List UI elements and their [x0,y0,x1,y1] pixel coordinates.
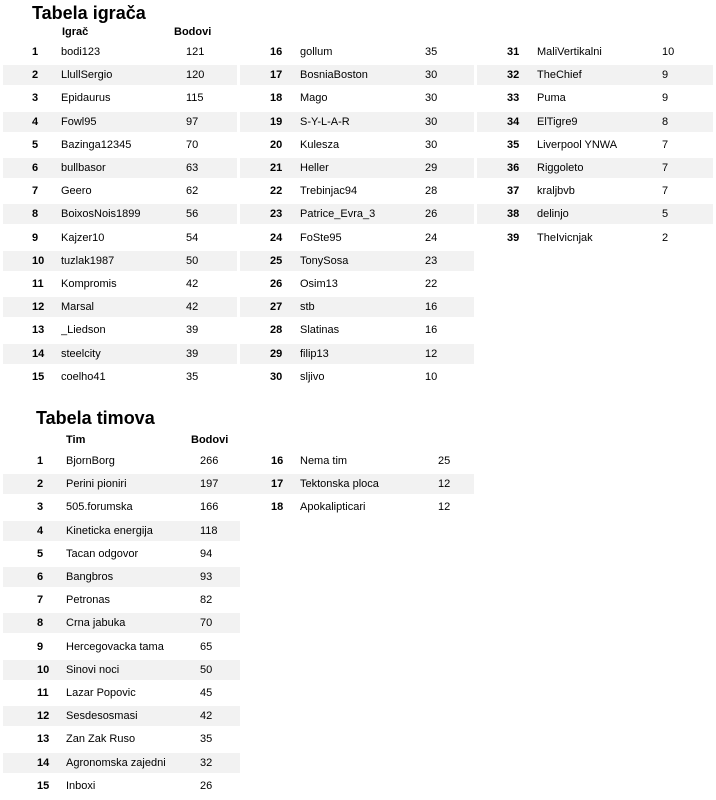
points-cell: 56 [186,208,199,221]
name-cell: Tacan odgovor [66,547,139,560]
name-cell: Hercegovacka tama [66,640,164,653]
name-cell: Lazar Popovic [66,687,136,699]
points-cell: 118 [200,524,218,537]
rank-cell: 11 [37,687,49,699]
points-cell: 45 [200,687,213,699]
name-cell: BosniaBoston [300,69,368,82]
name-cell: Nema tim [300,455,348,467]
rank-cell: 2 [32,69,39,82]
points-cell: 54 [186,231,199,244]
name-cell: LlullSergio [61,69,113,82]
points-cell: 10 [662,46,675,58]
name-cell: TheIvicnjak [537,231,593,244]
name-cell: S-Y-L-A-R [300,115,350,128]
team-row [3,706,240,726]
name-cell: Marsal [61,301,95,314]
points-cell: 97 [186,115,199,128]
points-cell: 121 [186,46,205,58]
rank-cell: 10 [37,663,50,676]
points-cell: 8 [662,115,669,128]
points-cell: 120 [186,69,205,82]
rank-cell: 10 [32,254,45,267]
player-row [240,297,474,317]
rank-cell: 8 [32,208,39,221]
name-cell: Liverpool YNWA [537,138,618,151]
rank-cell: 17 [270,69,283,82]
player-row [3,135,237,155]
team-row [3,451,240,471]
team-row [3,683,240,703]
rank-cell: 18 [271,501,284,514]
player-row [240,228,474,248]
name-cell: steelcity [61,347,101,360]
player-row [3,42,237,62]
rank-cell: 7 [37,594,44,607]
points-cell: 50 [186,254,199,267]
name-cell: Kajzer10 [61,231,105,244]
name-cell: Inboxi [66,779,96,792]
name-cell: Tektonska ploca [300,478,379,491]
rank-cell: 12 [32,301,45,314]
rank-cell: 19 [270,115,283,128]
player-row [3,204,237,224]
name-cell: sljivo [300,370,325,383]
points-cell: 9 [662,69,669,82]
player-row [3,344,237,364]
rank-cell: 25 [270,254,283,267]
points-cell: 12 [438,478,451,491]
rank-cell: 6 [37,571,44,583]
player-row [477,112,713,132]
player-row [477,42,713,62]
player-row [3,181,237,201]
name-cell: Trebinjac94 [300,185,358,198]
rank-cell: 4 [32,115,39,128]
players-header-points: Bodovi [174,26,212,38]
rank-cell: 34 [507,115,520,128]
team-row [3,521,240,541]
rank-cell: 1 [37,455,44,467]
name-cell: Heller [300,162,329,174]
players-header-player: Igrač [62,26,89,38]
teams-header-team: Tim [66,434,86,446]
player-row [3,112,237,132]
name-cell: delinjo [537,208,569,221]
player-row [477,181,713,201]
name-cell: Kulesza [300,138,340,151]
points-cell: 30 [425,92,438,105]
name-cell: coelho41 [61,370,106,383]
points-cell: 35 [200,733,213,746]
player-row [477,204,713,224]
name-cell: filip13 [300,347,329,360]
name-cell: bodi123 [61,46,101,58]
rank-cell: 39 [507,231,520,244]
name-cell: Sesdesosmasi [66,710,138,723]
points-cell: 39 [186,324,199,337]
rank-cell: 1 [32,46,39,58]
points-cell: 82 [200,594,213,607]
points-cell: 23 [425,254,438,267]
team-row [240,497,474,517]
player-row [240,135,474,155]
points-cell: 70 [200,617,213,630]
points-cell: 93 [200,571,213,583]
player-row [477,65,713,85]
name-cell: Osim13 [300,278,338,290]
points-cell: 26 [425,208,438,221]
name-cell: _Liedson [61,324,106,337]
points-cell: 16 [425,301,438,314]
points-cell: 50 [200,663,213,676]
points-cell: 32 [200,756,213,769]
name-cell: FoSte95 [300,231,342,244]
name-cell: Zan Zak Ruso [66,733,136,746]
rank-cell: 18 [270,92,283,105]
team-row [3,660,240,680]
name-cell: BjornBorg [66,455,115,467]
name-cell: Petronas [66,594,111,607]
name-cell: Bangbros [66,571,114,583]
name-cell: 505.forumska [66,501,133,514]
name-cell: stb [300,301,315,314]
points-cell: 166 [200,501,219,514]
team-row [3,776,240,796]
player-row [240,204,474,224]
points-cell: 70 [186,138,199,151]
team-row [3,497,240,517]
points-cell: 7 [662,162,669,174]
player-row [477,228,713,248]
player-row [240,181,474,201]
rank-cell: 8 [37,617,44,630]
team-row [3,753,240,773]
rank-cell: 27 [270,301,283,314]
rank-cell: 32 [507,69,520,82]
player-row [3,158,237,178]
player-row [3,228,237,248]
points-cell: 30 [425,69,438,82]
points-cell: 35 [425,46,438,58]
rank-cell: 38 [507,208,520,221]
name-cell: MaliVertikalni [537,46,602,58]
name-cell: Apokalipticari [300,501,366,514]
rank-cell: 9 [37,640,44,653]
name-cell: Riggoleto [537,162,584,174]
points-cell: 39 [186,347,199,360]
name-cell: gollum [300,46,333,58]
player-row [3,367,237,387]
name-cell: ElTigre9 [537,115,578,128]
points-cell: 115 [186,92,204,105]
player-row [240,274,474,294]
player-row [240,251,474,271]
rank-cell: 2 [37,478,44,491]
points-cell: 16 [425,324,438,337]
name-cell: Epidaurus [61,92,111,105]
rank-cell: 31 [507,46,520,58]
player-row [3,320,237,340]
name-cell: kraljbvb [537,185,575,198]
name-cell: Kompromis [61,278,117,290]
player-row [240,367,474,387]
rank-cell: 12 [37,710,50,723]
rank-cell: 5 [32,138,39,151]
points-cell: 5 [662,208,669,221]
name-cell: Geero [61,185,92,198]
points-cell: 12 [438,501,451,514]
points-cell: 30 [425,115,438,128]
name-cell: Perini pioniri [66,478,127,491]
team-row [3,544,240,564]
name-cell: Slatinas [300,324,340,337]
points-cell: 42 [186,301,199,314]
name-cell: Fowl95 [61,115,97,128]
points-cell: 266 [200,455,219,467]
points-cell: 65 [200,640,213,653]
rank-cell: 3 [37,501,44,514]
points-cell: 42 [186,278,199,290]
rank-cell: 20 [270,138,283,151]
points-cell: 28 [425,185,438,198]
player-row [240,88,474,108]
teams-table-title: Tabela timova [36,408,155,428]
player-row [477,135,713,155]
team-row [3,474,240,494]
teams-header-points: Bodovi [191,434,229,446]
player-row [477,88,713,108]
team-row [3,729,240,749]
name-cell: Sinovi noci [66,663,120,676]
name-cell: Crna jabuka [66,617,126,630]
points-cell: 30 [425,138,438,151]
player-row [3,88,237,108]
points-cell: 63 [186,162,199,174]
players-table-title: Tabela igrača [32,3,146,23]
points-cell: 7 [662,138,669,151]
name-cell: Bazinga12345 [61,138,132,151]
player-row [3,297,237,317]
player-row [477,158,713,178]
player-row [3,65,237,85]
rank-cell: 15 [32,370,45,383]
rank-cell: 35 [507,138,520,151]
rank-cell: 37 [507,185,520,198]
name-cell: tuzlak1987 [61,254,115,267]
name-cell: Agronomska zajedni [66,756,166,769]
points-cell: 35 [186,370,199,383]
rank-cell: 13 [32,324,45,337]
points-cell: 29 [425,162,438,174]
points-cell: 7 [662,185,669,198]
rank-cell: 17 [271,478,284,491]
team-row [3,590,240,610]
rank-cell: 22 [270,185,283,198]
name-cell: BoixosNois1899 [61,208,141,221]
team-row [240,474,474,494]
rank-cell: 14 [37,756,50,769]
points-cell: 42 [200,710,213,723]
points-cell: 26 [200,779,213,792]
rank-cell: 16 [270,46,283,58]
team-row [3,637,240,657]
points-cell: 94 [200,547,213,560]
rank-cell: 28 [270,324,283,337]
name-cell: Kineticka energija [66,524,153,537]
points-cell: 197 [200,478,219,491]
rank-cell: 23 [270,208,283,221]
rank-cell: 13 [37,733,50,746]
player-row [240,158,474,178]
rank-cell: 4 [37,524,44,537]
rank-cell: 33 [507,92,520,105]
team-row [240,451,474,471]
points-cell: 2 [662,231,669,244]
player-row [3,251,237,271]
name-cell: Patrice_Evra_3 [300,208,376,221]
name-cell: TonySosa [300,254,349,267]
player-row [240,344,474,364]
rank-cell: 21 [270,162,283,174]
rank-cell: 29 [270,347,283,360]
rank-cell: 11 [32,278,44,290]
rank-cell: 24 [270,231,283,244]
rank-cell: 16 [271,455,284,467]
points-cell: 12 [425,347,438,360]
rank-cell: 5 [37,547,44,560]
team-row [3,567,240,587]
rank-cell: 36 [507,162,520,174]
player-row [240,65,474,85]
player-row [240,42,474,62]
points-cell: 9 [662,92,669,105]
name-cell: Mago [300,92,328,105]
points-cell: 10 [425,370,438,383]
rank-cell: 26 [270,278,283,290]
player-row [240,320,474,340]
rank-cell: 6 [32,162,39,174]
name-cell: Puma [537,92,566,105]
player-row [3,274,237,294]
points-cell: 22 [425,278,438,290]
points-cell: 24 [425,231,438,244]
rank-cell: 9 [32,231,39,244]
name-cell: TheChief [537,69,582,82]
rank-cell: 15 [37,779,50,792]
team-row [3,613,240,633]
player-row [240,112,474,132]
points-cell: 25 [438,455,451,467]
name-cell: bullbasor [61,162,106,174]
points-cell: 62 [186,185,199,198]
rank-cell: 30 [270,370,283,383]
rank-cell: 14 [32,347,45,360]
rank-cell: 3 [32,92,39,105]
rank-cell: 7 [32,185,39,198]
